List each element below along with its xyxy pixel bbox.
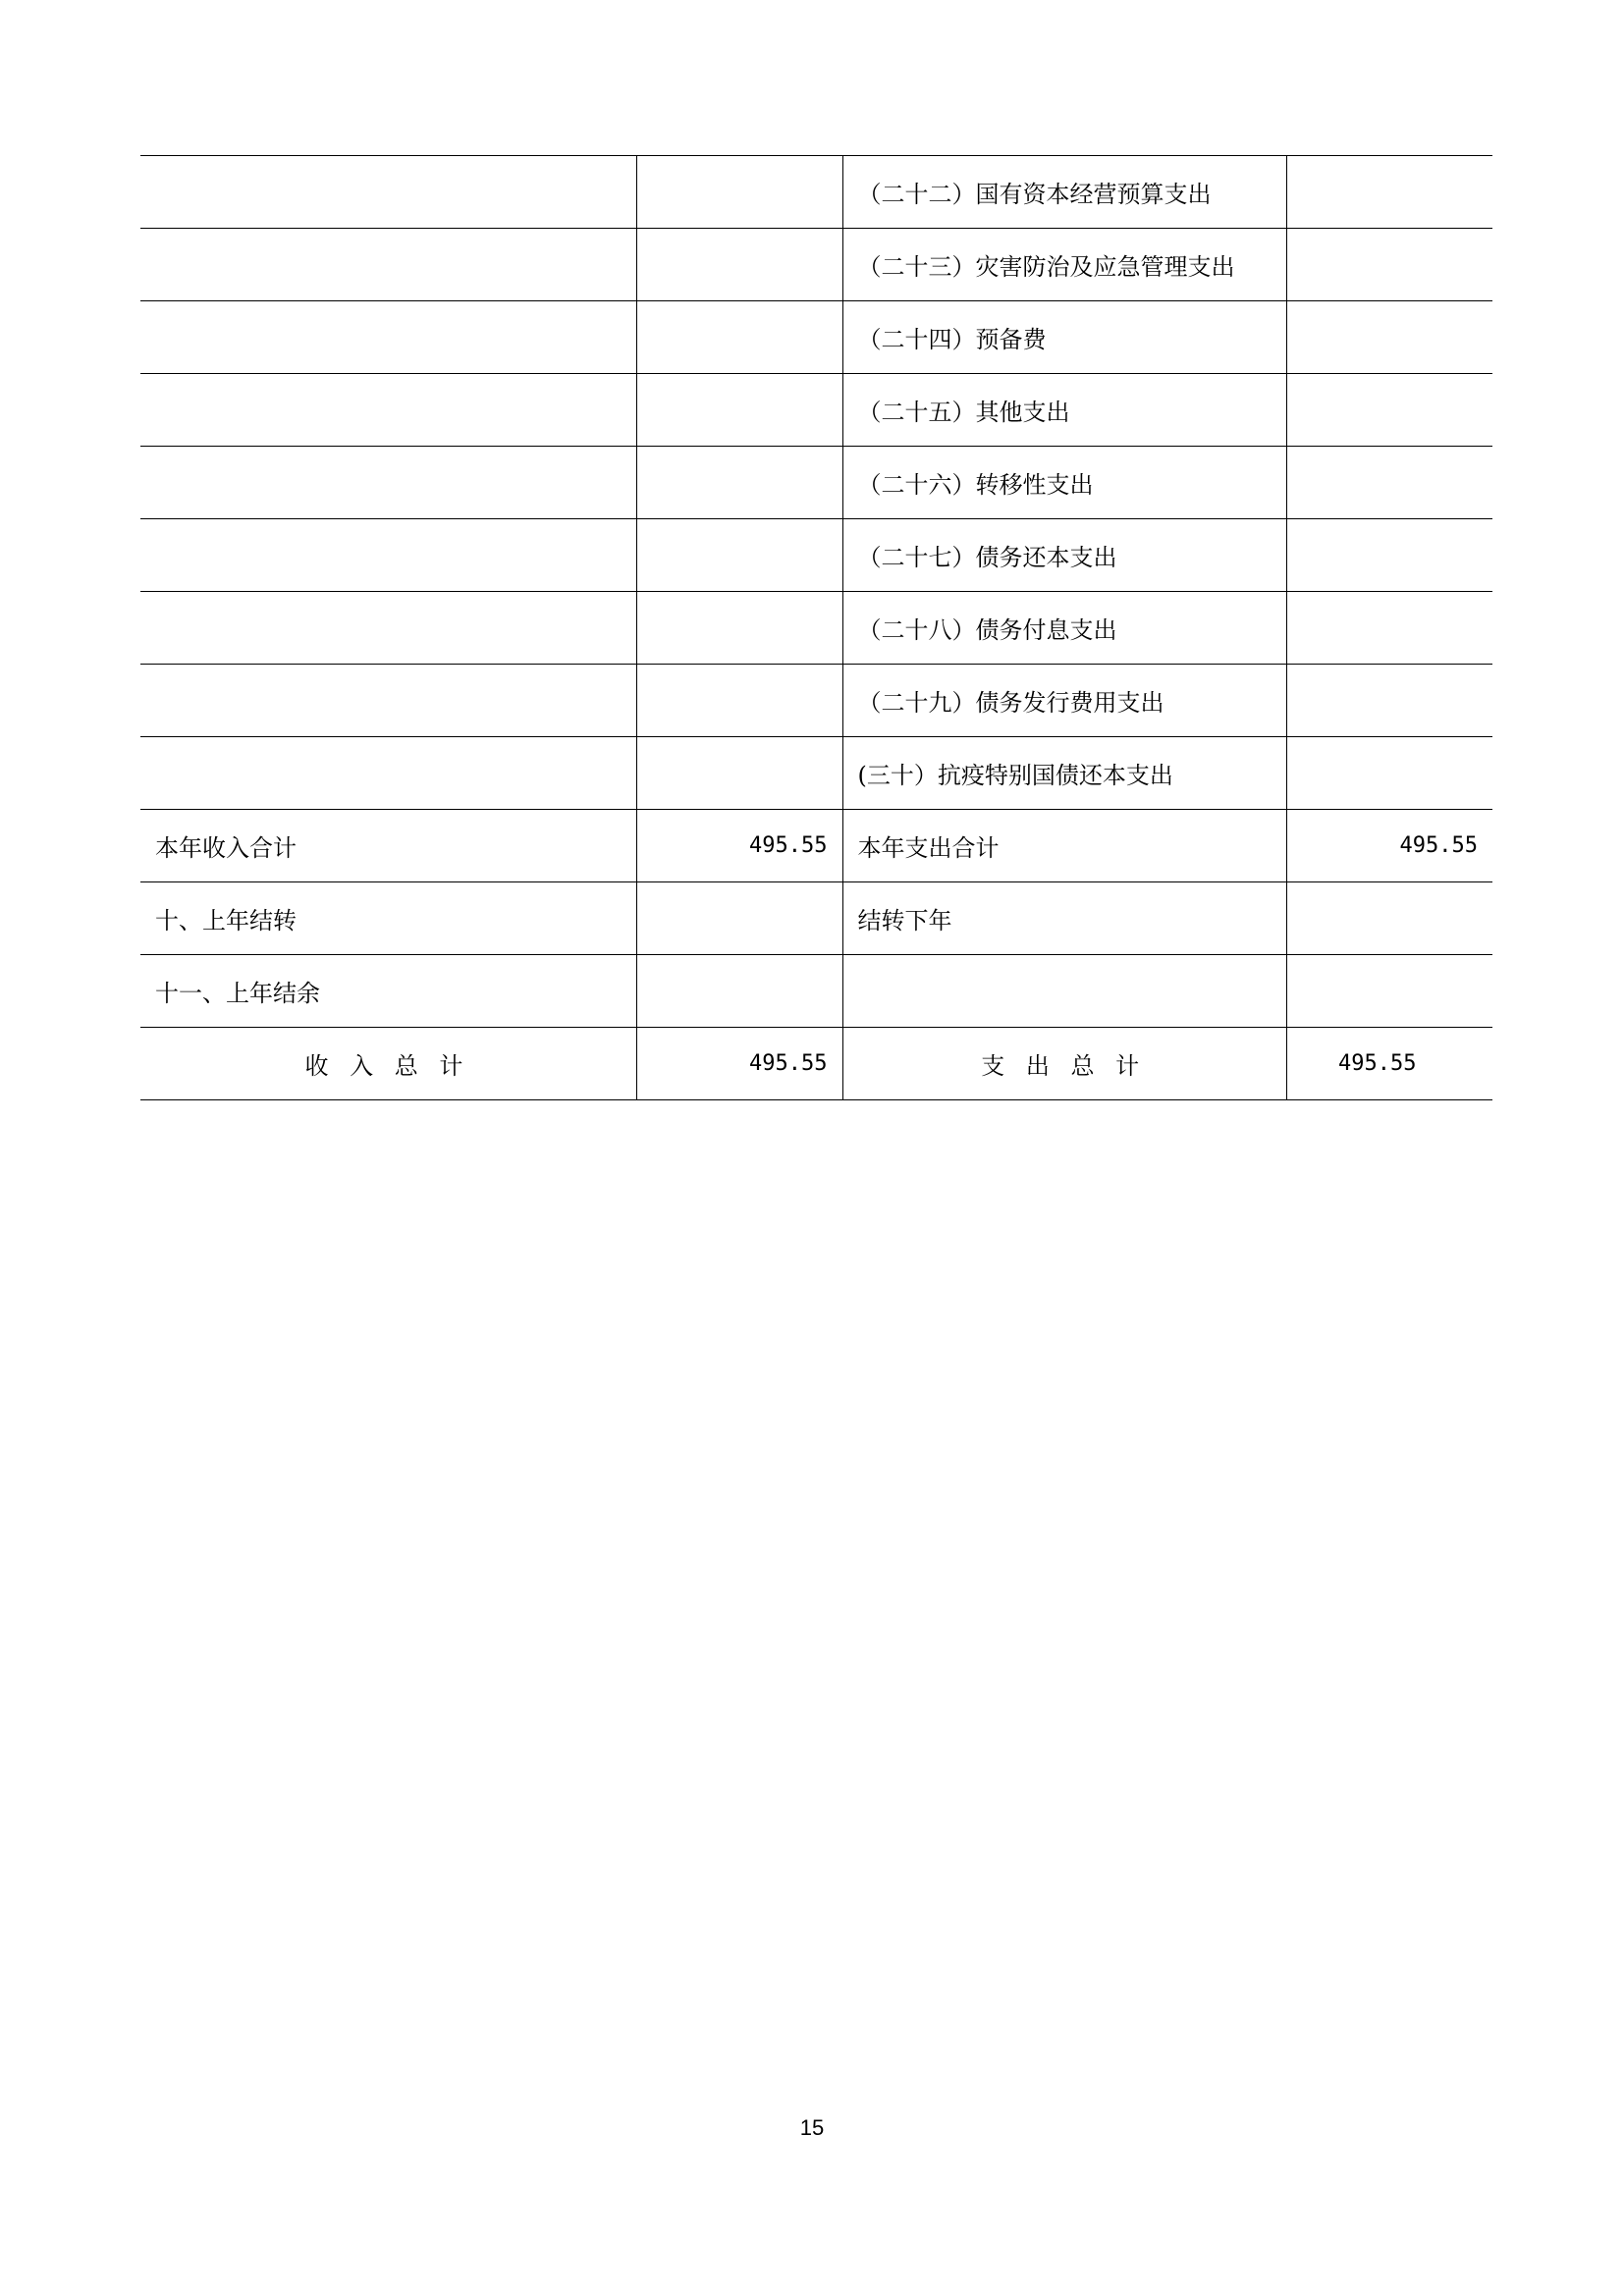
expense-amount-cell [1286,156,1492,229]
income-amount-cell [636,737,842,810]
table-row [140,810,1492,882]
income-item-cell [140,156,636,229]
table-row [140,665,1492,737]
income-item-cell [140,519,636,592]
budget-table [140,155,1492,1100]
table-row [140,156,1492,229]
expense-amount-cell [1286,737,1492,810]
table-row [140,955,1492,1028]
income-item-cell [140,447,636,519]
table-row [140,737,1492,810]
expense-item-cell: （二十三）灾害防治及应急管理支出 [842,229,1286,301]
income-amount-cell [636,374,842,447]
expense-item-cell: （二十六）转移性支出 [842,447,1286,519]
expense-item-cell: （二十九）债务发行费用支出 [842,665,1286,737]
table-row [140,301,1492,374]
expense-total-label: 支出总计 [842,1028,1286,1100]
total-row [140,1028,1492,1100]
expense-item-cell: 结转下年 [842,882,1286,955]
table-row [140,519,1492,592]
expense-amount-cell [1286,301,1492,374]
income-amount-cell [636,955,842,1028]
income-amount-cell [636,519,842,592]
income-amount-cell [636,882,842,955]
income-item-cell: 十、上年结转 [140,882,636,955]
budget-table-body [140,156,1492,1100]
income-total-amount: 495.55 [636,1028,842,1100]
expense-item-cell: （二十八）债务付息支出 [842,592,1286,665]
income-item-cell: 十一、上年结余 [140,955,636,1028]
table-row [140,882,1492,955]
expense-total-amount: 495.55 [1286,1028,1492,1100]
income-amount-cell [636,156,842,229]
expense-amount-cell [1286,447,1492,519]
table-row [140,592,1492,665]
expense-item-cell: (三十）抗疫特别国债还本支出 [842,737,1286,810]
income-amount-cell [636,301,842,374]
expense-item-cell: 本年支出合计 [842,810,1286,882]
table-row [140,374,1492,447]
income-amount-cell [636,592,842,665]
expense-amount-cell [1286,882,1492,955]
income-item-cell [140,374,636,447]
expense-amount-cell [1286,519,1492,592]
expense-amount-cell [1286,665,1492,737]
income-amount-cell [636,229,842,301]
expense-amount-cell [1286,374,1492,447]
expense-amount-cell [1286,592,1492,665]
page-number: 15 [799,2115,825,2140]
expense-item-cell: （二十七）债务还本支出 [842,519,1286,592]
expense-item-cell: （二十四）预备费 [842,301,1286,374]
income-amount-cell [636,447,842,519]
income-item-cell: 本年收入合计 [140,810,636,882]
expense-item-cell: （二十二）国有资本经营预算支出 [842,156,1286,229]
table-row [140,229,1492,301]
expense-item-cell: （二十五）其他支出 [842,374,1286,447]
income-item-cell [140,665,636,737]
income-total-label: 收入总计 [140,1028,636,1100]
income-item-cell [140,301,636,374]
expense-amount-cell [1286,955,1492,1028]
expense-amount-cell [1286,229,1492,301]
income-amount-cell [636,665,842,737]
table-row [140,447,1492,519]
expense-amount-cell: 495.55 [1286,810,1492,882]
income-item-cell [140,737,636,810]
income-amount-cell: 495.55 [636,810,842,882]
income-item-cell [140,229,636,301]
income-item-cell [140,592,636,665]
expense-item-cell [842,955,1286,1028]
